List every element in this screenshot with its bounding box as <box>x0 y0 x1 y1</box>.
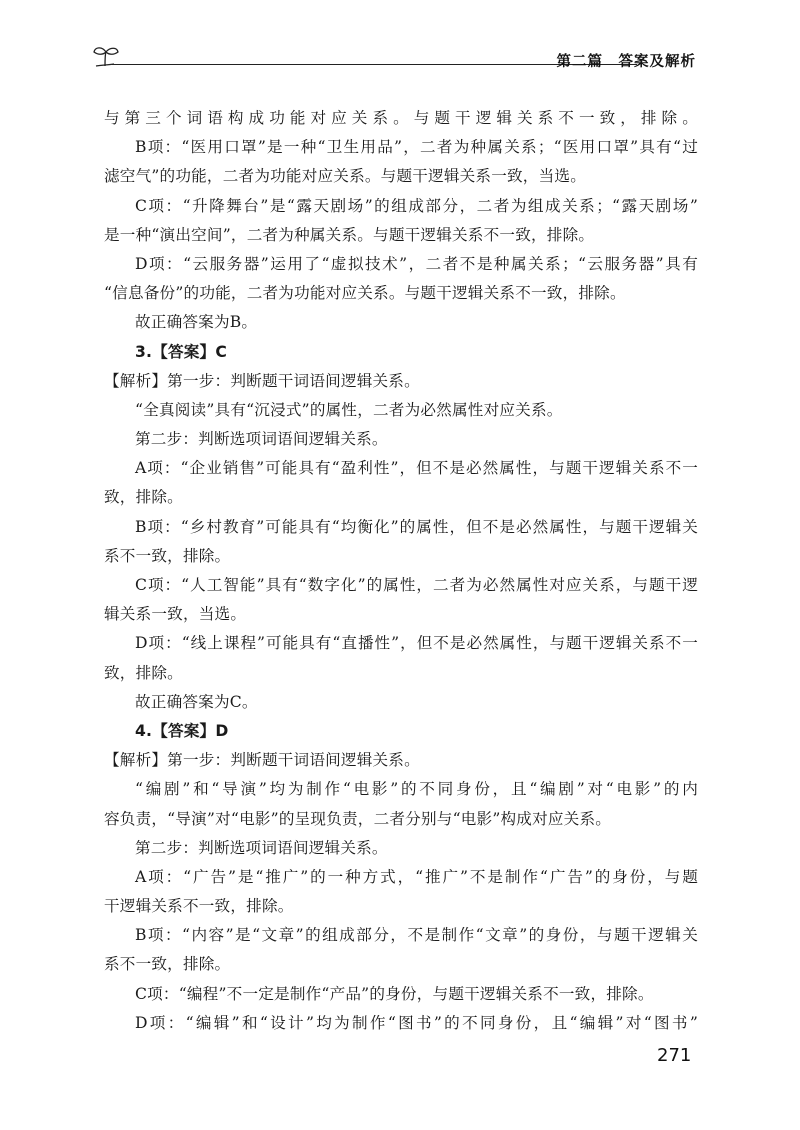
sprout-icon <box>92 44 122 72</box>
answer-heading: 3.【答案】C <box>135 342 227 361</box>
text-line: B项：“医用口罩”是一种“卫生用品”，二者为种属关系；“医用口罩”具有“过 <box>135 138 698 157</box>
text-line: 故正确答案为B。 <box>135 313 258 332</box>
page-number: 271 <box>657 1045 692 1066</box>
analysis-heading: 【解析】第一步：判断题干词语间逻辑关系。 <box>104 371 420 390</box>
body-text <box>104 104 698 1038</box>
text-line: A项：“企业销售”可能具有“盈利性”，但不是必然属性，与题干逻辑关系不一 <box>135 459 698 478</box>
text-line: 与第三个词语构成功能对应关系。与题干逻辑关系不一致，排除。 <box>104 109 698 127</box>
text-line: B项：“乡村教育”可能具有“均衡化”的属性，但不是必然属性，与题干逻辑关 <box>135 517 698 536</box>
text-line: 第二步：判断选项词语间逻辑关系。 <box>135 838 388 857</box>
text-line: D项：“线上课程”可能具有“直播性”，但不是必然属性，与题干逻辑关系不一 <box>135 634 698 653</box>
text-line: 致，排除。 <box>104 488 183 507</box>
running-header <box>92 44 704 74</box>
text-line: 系不一致，排除。 <box>104 546 231 565</box>
text-line: D项：“编辑”和“设计”均为制作“图书”的不同身份，且“编辑”对“图书” <box>135 1013 698 1032</box>
text-line: 辑关系一致，当选。 <box>104 605 247 624</box>
text-line: 干逻辑关系不一致，排除。 <box>104 897 294 916</box>
text-line: 是一种“演出空间”，二者为种属关系。与题干逻辑关系不一致，排除。 <box>104 225 595 244</box>
text-line: 滤空气”的功能，二者为功能对应关系。与题干逻辑关系一致，当选。 <box>104 167 586 186</box>
text-line: 第二步：判断选项词语间逻辑关系。 <box>135 430 388 449</box>
text-line: D项：“云服务器”运用了“虚拟技术”，二者不是种属关系；“云服务器”具有 <box>135 254 698 273</box>
text-line: “编剧”和“导演”均为制作“电影”的不同身份，且“编剧”对“电影”的内 <box>135 780 698 799</box>
text-line: 系不一致，排除。 <box>104 955 231 974</box>
text-line: C项：“升降舞台”是“露天剧场”的组成部分，二者为组成关系；“露天剧场” <box>135 196 698 215</box>
analysis-heading: 【解析】第一步：判断题干词语间逻辑关系。 <box>104 751 420 770</box>
text-line: 致，排除。 <box>104 663 183 682</box>
text-line: 故正确答案为C。 <box>135 692 258 711</box>
text-line: 容负责，“导演”对“电影”的呈现负责，二者分别与“电影”构成对应关系。 <box>104 809 612 828</box>
answer-heading: 4.【答案】D <box>135 721 229 740</box>
text-line: A项：“广告”是“推广”的一种方式，“推广”不是制作“广告”的身份，与题 <box>135 867 698 886</box>
text-line: C项：“人工智能”具有“数字化”的属性，二者为必然属性对应关系，与题干逻 <box>135 576 698 594</box>
text-line: B项：“内容”是“文章”的组成部分，不是制作“文章”的身份，与题干逻辑关 <box>135 926 698 945</box>
text-line: “全真阅读”具有“沉浸式”的属性，二者为必然属性对应关系。 <box>135 400 563 419</box>
text-line: C项：“编程”不一定是制作“产品”的身份，与题干逻辑关系不一致，排除。 <box>135 984 654 1003</box>
header-title: 第二篇 答案及解析 <box>556 54 696 70</box>
text-line: “信息备份”的功能，二者为功能对应关系。与题干逻辑关系不一致，排除。 <box>104 284 626 303</box>
